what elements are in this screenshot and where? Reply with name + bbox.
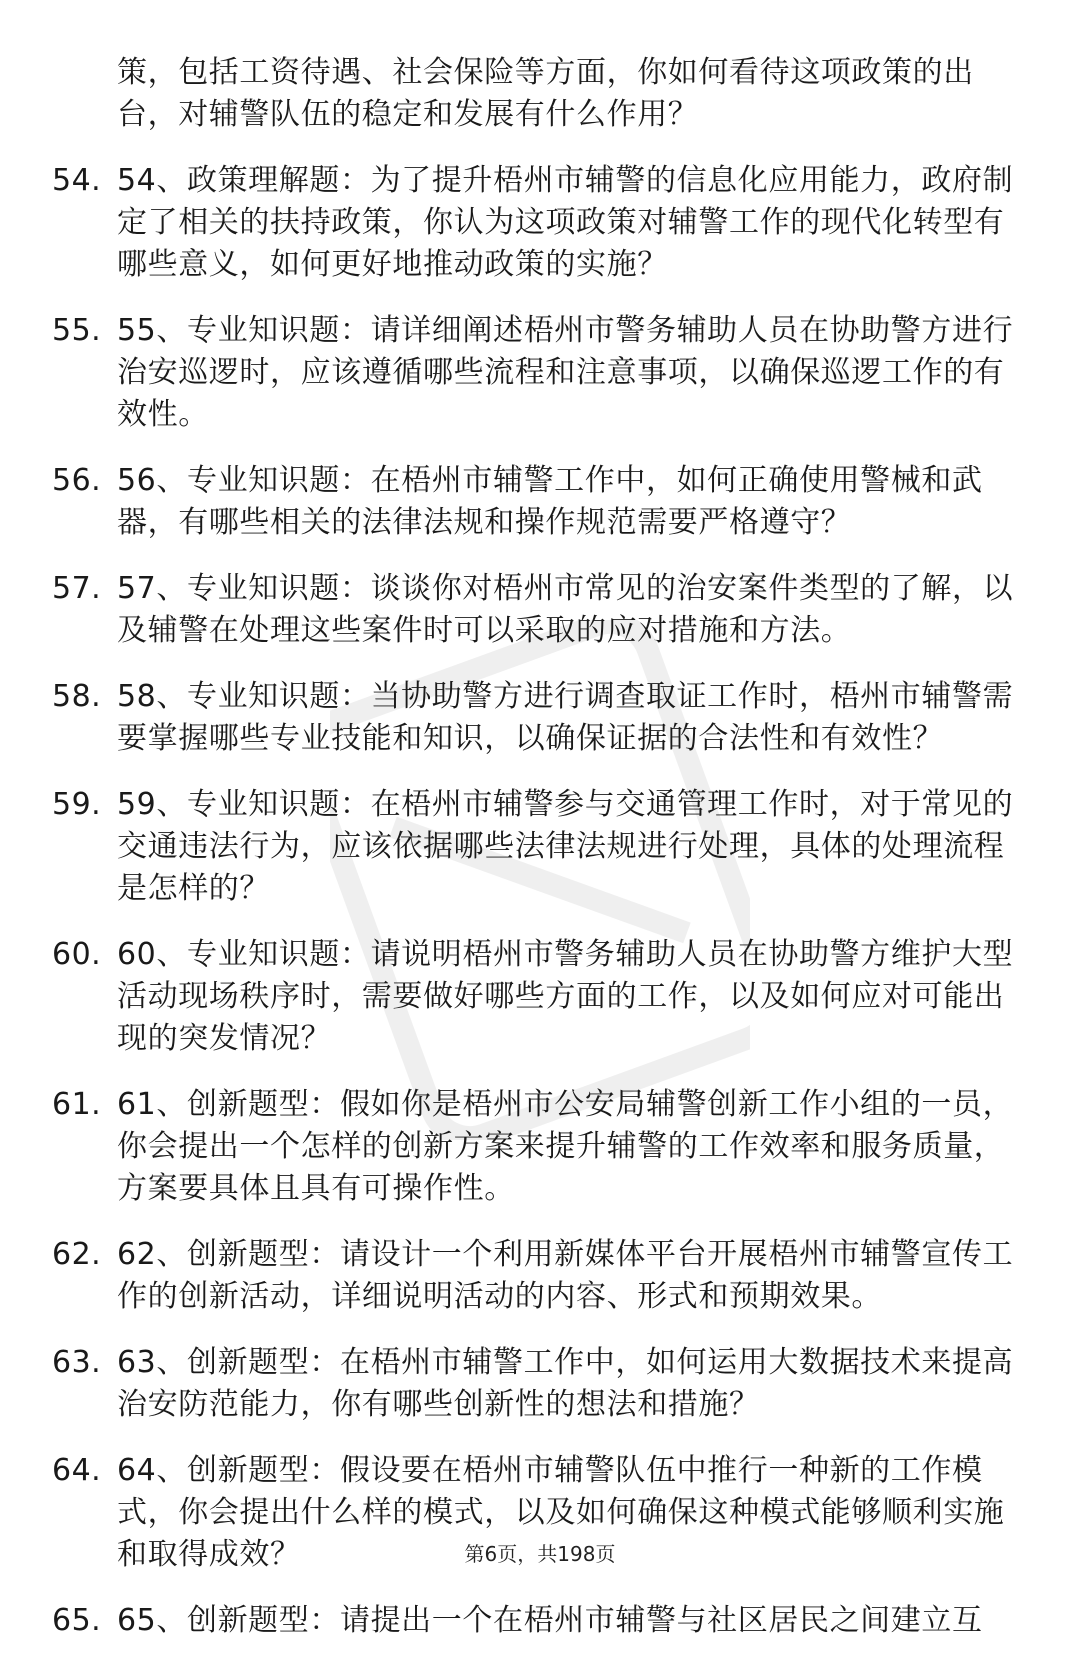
item-number: 63. (52, 1345, 102, 1380)
item-text: 58、专业知识题：当协助警方进行调查取证工作时，梧州市辅警需要掌握哪些专业技能和知识，以确保证据的合法性和有效性？ (117, 679, 1014, 756)
list-item (0, 1234, 1080, 1318)
item-number: 59. (52, 787, 102, 822)
item-text: 62、创新题型：请设计一个利用新媒体平台开展梧州市辅警宣传工作的创新活动，详细说明活动的内容、形式和预期效果。 (117, 1237, 1014, 1314)
question-list (0, 52, 1080, 1666)
list-item (0, 1600, 1080, 1642)
item-text: 60、专业知识题：请说明梧州市警务辅助人员在协助警方维护大型活动现场秩序时，需要做好哪些方面的工作，以及如何应对可能出现的突发情况？ (117, 937, 1014, 1056)
item-number: 64. (52, 1453, 102, 1488)
list-item (0, 1084, 1080, 1210)
item-number: 55. (52, 313, 102, 348)
item-text: 59、专业知识题：在梧州市辅警参与交通管理工作时，对于常见的交通违法行为，应该依据哪些法律法规进行处理，具体的处理流程是怎样的？ (117, 787, 1014, 906)
item-text: 54、政策理解题：为了提升梧州市辅警的信息化应用能力，政府制定了相关的扶持政策，你认为这项政策对辅警工作的现代化转型有哪些意义，如何更好地推动政策的实施？ (117, 163, 1014, 282)
item-number: 61. (52, 1087, 102, 1122)
list-item (0, 460, 1080, 544)
item-number: 60. (52, 937, 102, 972)
item-number: 62. (52, 1237, 102, 1272)
item-number: 56. (52, 463, 102, 498)
item-text: 64、创新题型：假设要在梧州市辅警队伍中推行一种新的工作模式，你会提出什么样的模式，以及如何确保这种模式能够顺利实施和取得成效？ (117, 1453, 1005, 1572)
list-item (0, 676, 1080, 760)
item-text: 63、创新题型：在梧州市辅警工作中，如何运用大数据技术来提高治安防范能力，你有哪些创新性的想法和措施？ (117, 1345, 1014, 1422)
list-item (0, 568, 1080, 652)
list-item (0, 784, 1080, 910)
item-number: 58. (52, 679, 102, 714)
item-text: 57、专业知识题：谈谈你对梧州市常见的治安案件类型的了解，以及辅警在处理这些案件时可以采取的应对措施和方法。 (117, 571, 1014, 648)
item-number: 65. (52, 1603, 102, 1638)
item-number: 57. (52, 571, 102, 606)
list-item (0, 310, 1080, 436)
list-item (0, 160, 1080, 286)
item-text: 策，包括工资待遇、社会保险等方面，你如何看待这项政策的出台，对辅警队伍的稳定和发展有什么作用？ (117, 55, 974, 132)
item-text: 55、专业知识题：请详细阐述梧州市警务辅助人员在协助警方进行治安巡逻时，应该遵循哪些流程和注意事项，以确保巡逻工作的有效性。 (117, 313, 1014, 432)
item-number: 54. (52, 163, 102, 198)
list-item (0, 934, 1080, 1060)
item-text: 56、专业知识题：在梧州市辅警工作中，如何正确使用警械和武器，有哪些相关的法律法规和操作规范需要严格遵守？ (117, 463, 983, 540)
page-footer: 第6页，共198页 (464, 1542, 616, 1566)
list-item (0, 1342, 1080, 1426)
item-text: 61、创新题型：假如你是梧州市公安局辅警创新工作小组的一员，你会提出一个怎样的创新方案来提升辅警的工作效率和服务质量，方案要具体且具有可操作性。 (117, 1087, 1014, 1206)
list-item-continuation (0, 52, 1080, 136)
item-text: 65、创新题型：请提出一个在梧州市辅警与社区居民之间建立互 (117, 1603, 983, 1638)
